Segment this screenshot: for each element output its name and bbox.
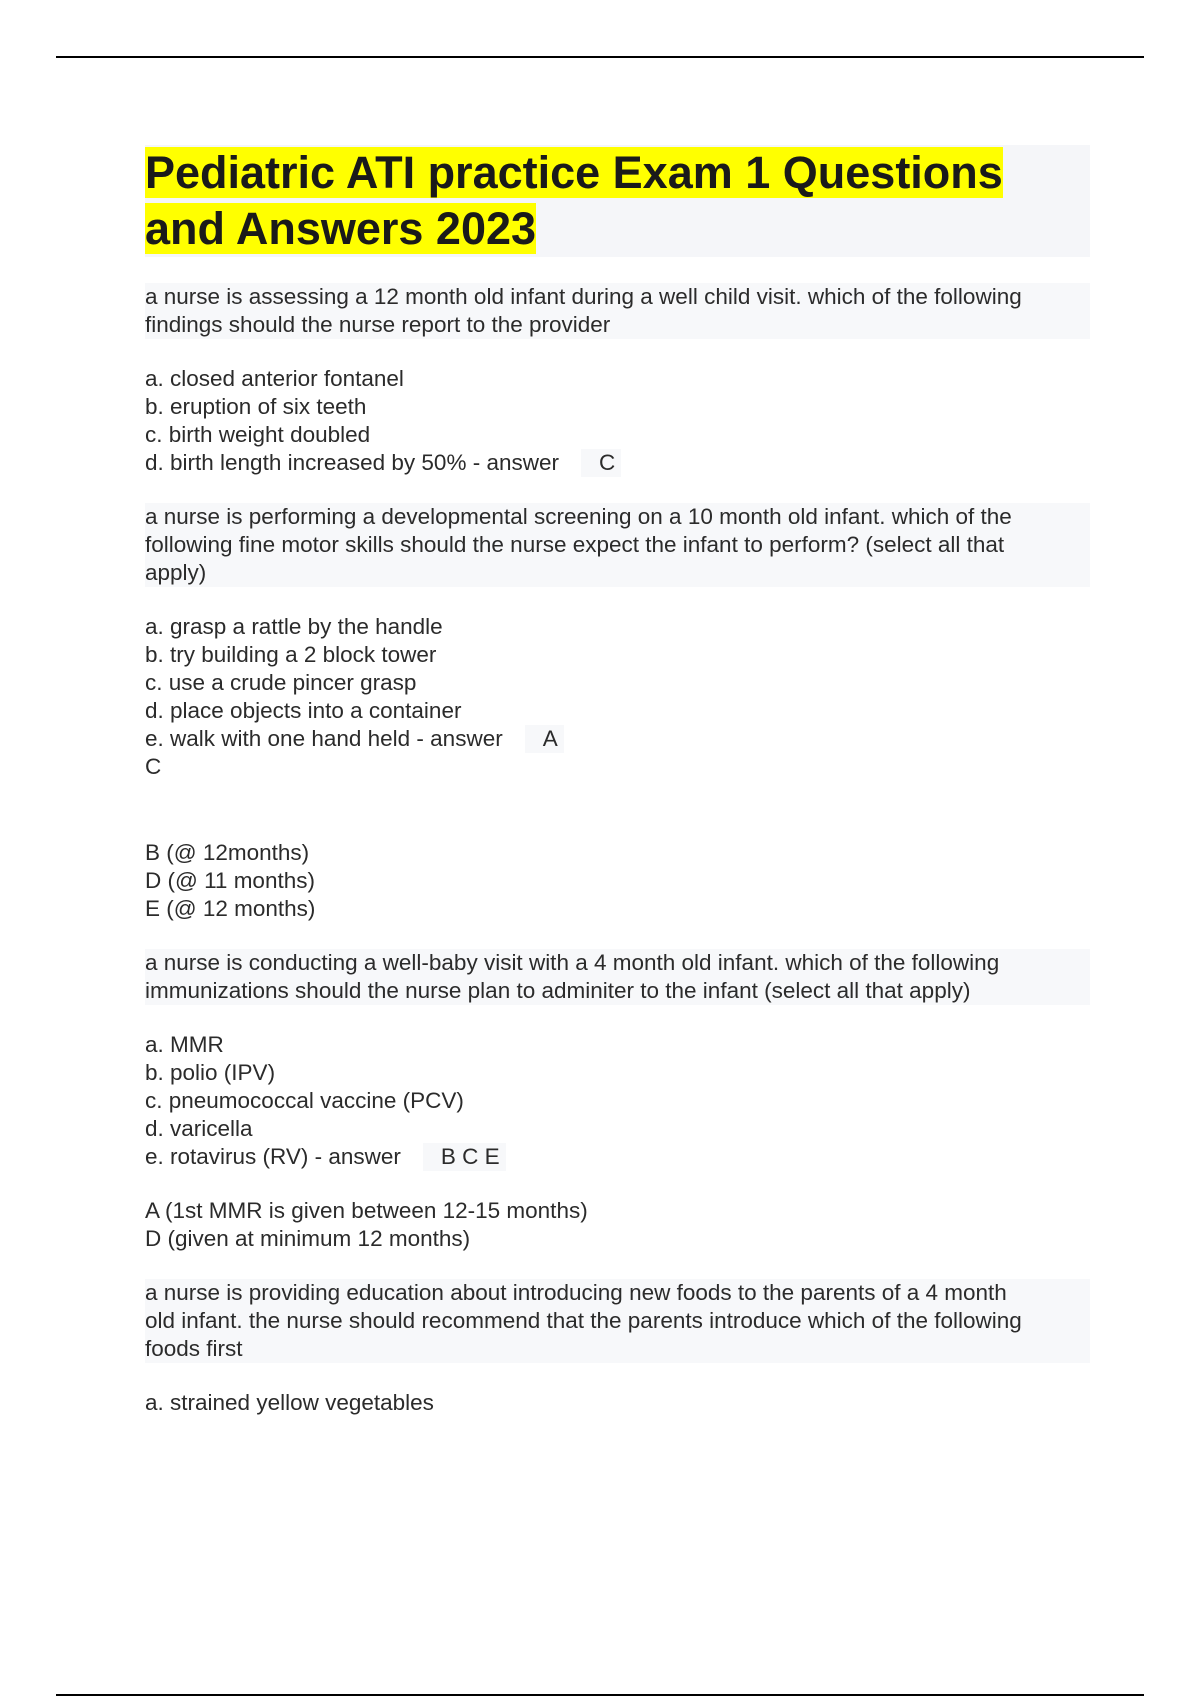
choice: d. varicella [145, 1116, 253, 1141]
question-text-line: a nurse is assessing a 12 month old infant during a well child visit. which of the following [145, 284, 1022, 309]
choice-text: e. rotavirus (RV) - answer [145, 1144, 401, 1169]
question-text-line: findings should the nurse report to the provider [145, 312, 611, 337]
question-text-line: foods first [145, 1336, 243, 1361]
document-body [145, 145, 1090, 1417]
choice-with-answer [145, 1143, 1090, 1171]
top-rule [56, 56, 1144, 58]
question-text-line: following fine motor skills should the nurse expect the infant to perform? (select all that [145, 532, 1005, 557]
answer-note: D (@ 11 months) [145, 868, 315, 893]
question-2-text [145, 503, 1090, 587]
choice: a. MMR [145, 1032, 224, 1057]
title-block [145, 145, 1090, 257]
choice-text: e. walk with one hand held - answer [145, 726, 503, 751]
question-3 [145, 949, 1090, 1253]
choice: a. grasp a rattle by the handle [145, 614, 443, 639]
choice: b. eruption of six teeth [145, 394, 367, 419]
question-4-text [145, 1279, 1090, 1363]
answer-note: E (@ 12 months) [145, 896, 316, 921]
choice: a. closed anterior fontanel [145, 366, 404, 391]
answer-value: B C E [423, 1143, 506, 1171]
choice: c. use a crude pincer grasp [145, 670, 417, 695]
question-1-text [145, 283, 1090, 339]
page-title [145, 145, 1090, 257]
choice: b. try building a 2 block tower [145, 642, 437, 667]
title-line-1: Pediatric ATI practice Exam 1 Questions [145, 147, 1003, 198]
question-3-text [145, 949, 1090, 1005]
answer-note: A (1st MMR is given between 12-15 months) [145, 1198, 588, 1223]
answer-value: C [581, 449, 621, 477]
answer-note: D (given at minimum 12 months) [145, 1226, 471, 1251]
question-2 [145, 503, 1090, 923]
choice-with-answer [145, 725, 1090, 753]
question-text-line: immunizations should the nurse plan to adminiter to the infant (select all that apply) [145, 978, 971, 1003]
question-text-line: a nurse is performing a developmental screening on a 10 month old infant. which of the [145, 504, 1012, 529]
choice: c. birth weight doubled [145, 422, 371, 447]
question-text-line: a nurse is providing education about introducing new foods to the parents of a 4 month [145, 1280, 1007, 1305]
question-text-line: old infant. the nurse should recommend that the parents introduce which of the following [145, 1308, 1022, 1333]
bottom-rule [56, 1694, 1144, 1696]
choice: b. polio (IPV) [145, 1060, 276, 1085]
choice: a. strained yellow vegetables [145, 1390, 434, 1415]
title-line-2: and Answers 2023 [145, 203, 537, 254]
answer-value: A [525, 725, 564, 753]
choice-text: d. birth length increased by 50% - answer [145, 450, 559, 475]
choice: d. place objects into a container [145, 698, 462, 723]
question-text-line: apply) [145, 560, 207, 585]
answer-extra-line: C [145, 754, 162, 779]
question-4 [145, 1279, 1090, 1417]
answer-note: B (@ 12months) [145, 840, 310, 865]
choice: c. pneumococcal vaccine (PCV) [145, 1088, 464, 1113]
choice-with-answer [145, 449, 1090, 477]
question-1 [145, 283, 1090, 477]
question-text-line: a nurse is conducting a well-baby visit with a 4 month old infant. which of the following [145, 950, 1000, 975]
